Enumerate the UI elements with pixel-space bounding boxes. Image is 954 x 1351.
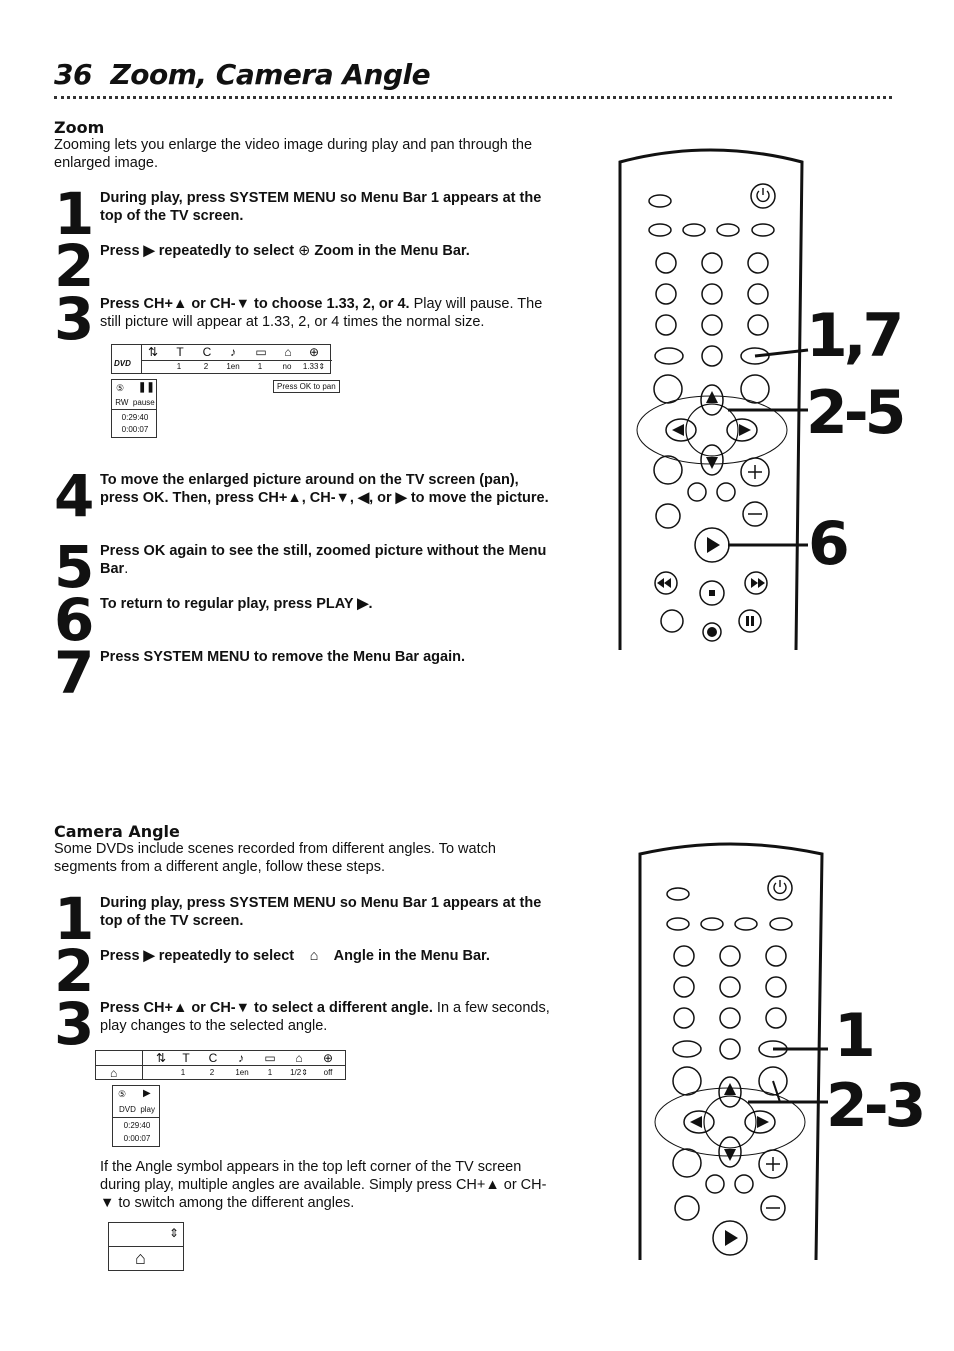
- angle-step-1: During play, press SYSTEM MENU so Menu Bar 1 appears at the top of the TV screen.: [100, 895, 542, 929]
- callout-2-3: 2-3: [826, 1071, 923, 1141]
- zoom-step-3: Press CH+▲ or CH-▼ to choose 1.33, 2, or 4. Play will pause. The still picture will appear at 1.33, 2, or 4 times the normal size.: [100, 296, 543, 330]
- callout-1-7: 1,7: [806, 301, 901, 371]
- osd-value: 2: [203, 362, 209, 371]
- angle-indicator-icon: ⌂: [110, 1066, 118, 1080]
- zoom-step-number-3: 3: [54, 285, 92, 353]
- angle-intro: Some DVDs include scenes recorded from different angles. To watch segments from a different angle, follow these steps.: [54, 841, 496, 875]
- osd-value: 1: [267, 1068, 273, 1077]
- callout-6: 6: [808, 509, 846, 579]
- zoom-icon: ⊕: [322, 1051, 334, 1065]
- callout-1: 1: [834, 1001, 872, 1071]
- remote-control-angle: [630, 836, 830, 1260]
- zoom-step-number-2: 2: [54, 232, 92, 300]
- osd-value: 1/2⇕: [290, 1068, 308, 1077]
- zoom-step-number-5: 5: [54, 533, 92, 601]
- angle-step-number-3: 3: [54, 990, 92, 1058]
- zoom-step-2: Press ▶ repeatedly to select ⊕ Zoom in the Menu Bar.: [100, 243, 470, 259]
- camera-angle-icon: ⌂: [284, 345, 292, 359]
- zoom-step-7: Press SYSTEM MENU to remove the Menu Bar again.: [100, 649, 466, 665]
- zoom-section-title: Zoom: [54, 118, 105, 137]
- callout-2-5: 2-5: [806, 378, 903, 448]
- angle-menu-bar: [95, 1050, 346, 1080]
- angle-step-number-1: 1: [54, 885, 92, 953]
- subtitle-icon: ▭: [264, 1051, 276, 1065]
- audio-icon: ⇅: [147, 345, 159, 359]
- zoom-step-5: Press OK again to see the still, zoomed picture without the Menu Bar.: [100, 543, 547, 577]
- zoom-status-box: ⑤ ❚❚ RW pause 0:29:40 0:00:07: [111, 379, 157, 438]
- osd-value: 1: [257, 362, 263, 371]
- zoom-step-4: To move the enlarged picture around on the TV screen (pan), press OK. Then, press CH+▲, CH-▼, ◀, or ▶ to move the picture.: [100, 472, 549, 506]
- remote-control-zoom: [610, 140, 810, 650]
- zoom-step-1: During play, press SYSTEM MENU so Menu Bar 1 appears at the top of the TV screen.: [100, 190, 542, 224]
- chapter-icon: C: [208, 1051, 218, 1065]
- angle-note: If the Angle symbol appears in the top left corner of the TV screen during play, multiple angles are available. Simply press CH+▲ or CH-▼ to switch among the different angles.: [100, 1159, 547, 1211]
- dvd-logo: DVD: [114, 359, 131, 368]
- pan-tip: Press OK to pan: [273, 380, 340, 393]
- chapter-icon: C: [202, 345, 212, 359]
- angle-section-title: Camera Angle: [54, 822, 180, 841]
- camera-angle-icon: ⌂: [295, 1051, 303, 1065]
- camera-icon: ⌂: [309, 948, 319, 964]
- osd-value: 1: [176, 362, 182, 371]
- osd-value: no: [282, 362, 292, 371]
- osd-value: 2: [209, 1068, 215, 1077]
- osd-value: 1en: [235, 1068, 249, 1077]
- header-divider: [54, 96, 892, 99]
- page-number: 36: [54, 58, 92, 91]
- title-icon: T: [182, 1051, 190, 1065]
- osd-value: 1: [180, 1068, 186, 1077]
- language-icon: ♪: [238, 1051, 244, 1065]
- zoom-intro: Zooming lets you enlarge the video image during play and pan through the enlarged image.: [54, 137, 533, 171]
- osd-value: 1en: [226, 362, 240, 371]
- zoom-step-number-6: 6: [54, 586, 92, 654]
- zoom-menu-bar: [111, 344, 331, 374]
- page-heading: Zoom, Camera Angle: [110, 58, 431, 91]
- angle-step-3: Press CH+▲ or CH-▼ to select a different angle. In a few seconds, play changes to the selected angle.: [100, 1000, 550, 1034]
- zoom-step-number-7: 7: [54, 639, 92, 707]
- zoom-icon: ⊕: [298, 243, 311, 259]
- angle-step-2: Press ▶ repeatedly to select ⌂ Angle in the Menu Bar.: [100, 948, 490, 964]
- camera-icon: ⌂: [135, 1248, 146, 1268]
- zoom-step-number-1: 1: [54, 180, 92, 248]
- angle-status-box: ⑤ ▶ DVD play 0:29:40 0:00:07: [112, 1085, 160, 1147]
- audio-icon: ⇅: [155, 1051, 167, 1065]
- osd-value: off: [323, 1068, 333, 1077]
- zoom-step-6: To return to regular play, press PLAY ▶.: [100, 596, 373, 612]
- zoom-icon: ⊕: [308, 345, 320, 359]
- angle-symbol-box: ⇕ ⌂: [108, 1222, 184, 1271]
- title-icon: T: [176, 345, 184, 359]
- subtitle-icon: ▭: [255, 345, 267, 359]
- osd-value: 1.33⇕: [302, 362, 326, 371]
- page-title: [54, 58, 430, 91]
- zoom-step-number-4: 4: [54, 462, 92, 530]
- angle-step-number-2: 2: [54, 937, 92, 1005]
- language-icon: ♪: [230, 345, 236, 359]
